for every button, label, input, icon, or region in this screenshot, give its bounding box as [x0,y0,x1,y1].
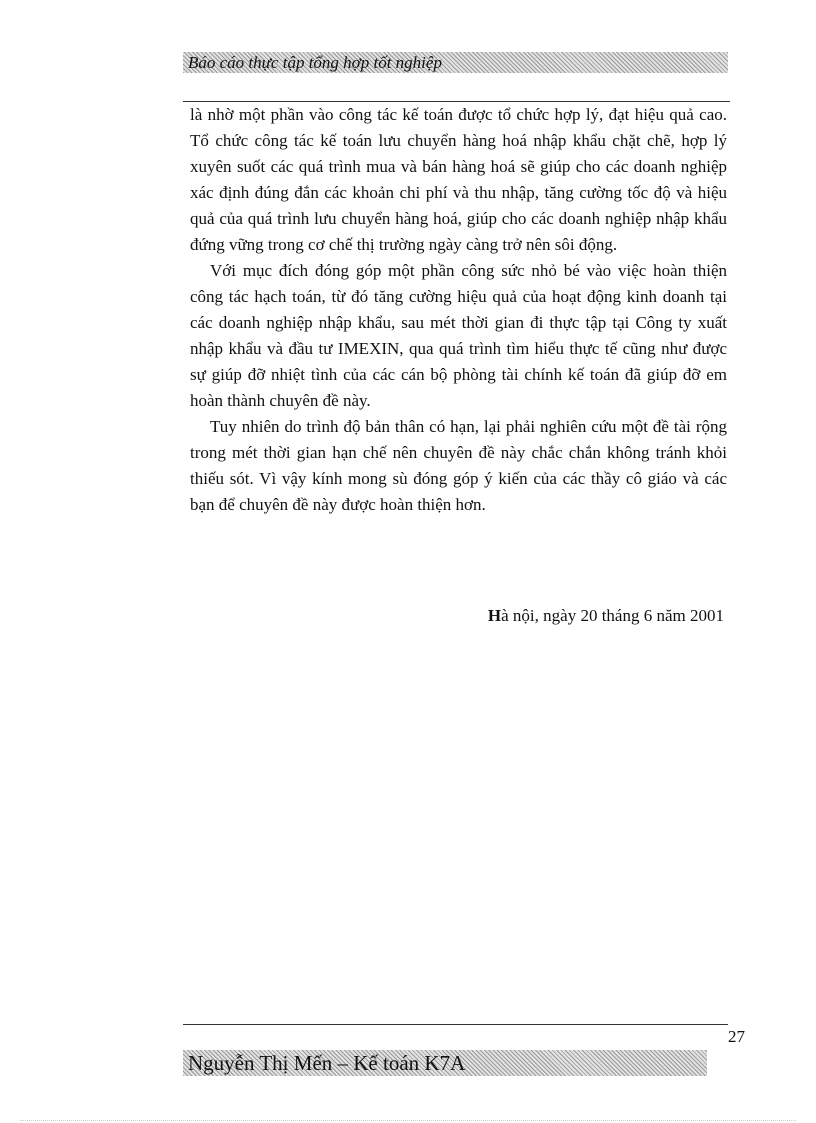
footer-author: Nguyễn Thị Mến – Kế toán K7A [188,1051,466,1075]
paragraph-limitations: Tuy nhiên do trình độ bản thân có hạn, lại phải nghiên cứu một đề tài rộng trong mét thời gian hạn chế nên chuyên đề này chắc chắn không tránh khỏi thiếu sót. Vì vậy kính mong sù đóng góp ý kiến của các thầy cô giáo và các bạn để chuyên đề này được hoàn thiện hơn. [190,417,727,514]
header-title: Báo cáo thực tập tổng hợp tốt nghiệp [188,53,442,72]
signature-date-initial: H [487,606,502,625]
page-footer [183,1050,707,1076]
paragraph-purpose: Với mục đích đóng góp một phần công sức nhỏ bé vào việc hoàn thiện công tác hạch toán, từ đó tăng cường hiệu quả của hoạt động kinh doanh tại các doanh nghiệp nhập khẩu, sau mét thời gian đi thực tập tại Công ty xuất nhập khẩu và đầu tư IMEXIN, qua quá trình tìm hiểu thực tế cũng như được sự giúp đỡ nhiệt tình của các cán bộ phòng tài chính kế toán đã giúp đỡ em hoàn thành chuyên đề này. [190,261,727,410]
body-text [190,102,727,518]
paragraph-continuation: là nhờ một phần vào công tác kế toán được tổ chức hợp lý, đạt hiệu quả cao. Tổ chức công tác kế toán lưu chuyển hàng hoá nhập khẩu chặt chẽ, hợp lý xuyên suốt các quá trình mua và bán hàng hoá sẽ giúp cho các doanh nghiệp xác định đúng đắn các khoản chi phí và thu nhập, tăng cường tốc độ và hiệu quả của quá trình lưu chuyển hàng hoá, giúp cho các doanh nghiệp nhập khẩu đứng vững trong cơ chế thị trường ngày càng trở nên sôi động. [190,105,727,254]
page-bottom-border [20,1120,796,1121]
signature-date-rest: à nội, ngày 20 tháng 6 năm 2001 [501,606,724,625]
page-number: 27 [728,1027,745,1046]
footer-divider [183,1024,728,1025]
page-header [183,52,728,73]
signature-date [488,603,724,629]
